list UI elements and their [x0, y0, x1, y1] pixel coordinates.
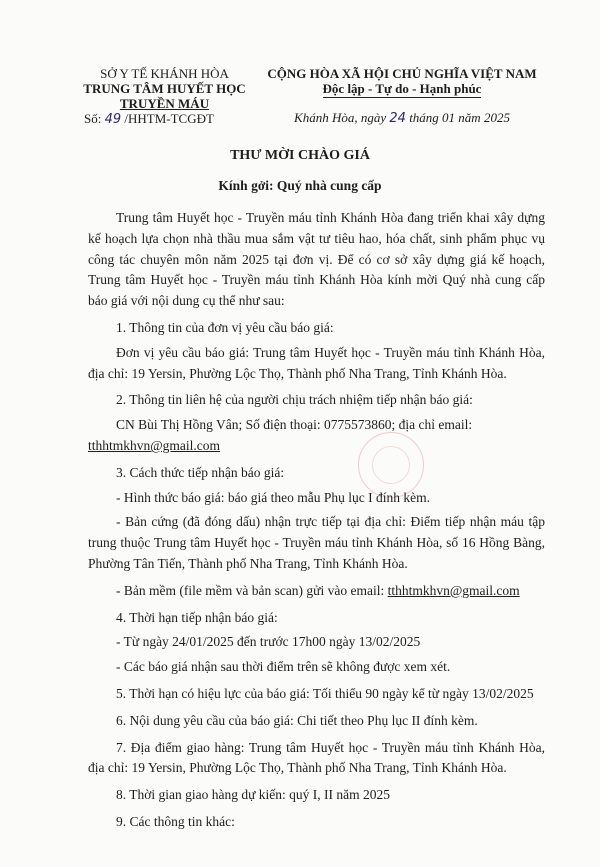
- nation-title: CỘNG HÒA XÃ HỘI CHỦ NGHĨA VIỆT NAM: [267, 66, 537, 81]
- issue-date: [262, 110, 542, 126]
- number-label: Số:: [84, 111, 102, 126]
- softcopy-text: - Bản mềm (file mềm và bản scan) gửi vào email:: [116, 582, 385, 598]
- greeting: Kính gởi: Quý nhà cung cấp: [218, 178, 382, 193]
- section-3-hardcopy: - Bản cứng (đã đóng dấu) nhận trực tiếp tại địa chỉ: Điểm tiếp nhận máu tập trung thuộc Trung tâm Huyết học - Truyền máu tỉnh Khánh Hòa, số 16 Hồng Bàng, Phường Tân Tiến, Thành phố Nha Trang, Tỉnh Khánh Hòa.: [88, 514, 545, 571]
- department-name: SỞ Y TẾ KHÁNH HÒA: [100, 66, 229, 81]
- section-7: 7. Địa điểm giao hàng: Trung tâm Huyết học - Truyền máu tỉnh Khánh Hòa, địa chỉ: 19 Yersin, Phường Lộc Thọ, Thành phố Nha Trang, Tỉnh Khánh Hòa.: [88, 739, 545, 776]
- section-2-body: [88, 415, 545, 436]
- date-suffix: tháng 01 năm 2025: [409, 110, 510, 125]
- section-4-note: - Các báo giá nhận sau thời điểm trên sẽ không được xem xét.: [116, 659, 451, 675]
- section-3-form: - Hình thức báo giá: báo giá theo mẫu Phụ lục I đính kèm.: [116, 489, 431, 505]
- document-title: THƯ MỜI CHÀO GIÁ: [230, 148, 370, 163]
- section-2-heading: 2. Thông tin liên hệ của người chịu trách nhiệm tiếp nhận báo giá:: [116, 392, 473, 408]
- section-9: 9. Các thông tin khác:: [116, 813, 235, 829]
- section-2-email-line: [88, 436, 545, 457]
- contact-email-link[interactable]: tthhtmkhvn@gmail.com: [88, 437, 221, 453]
- section-3-softcopy: [88, 581, 545, 602]
- section-1-heading: 1. Thông tin của đơn vị yêu cầu báo giá:: [116, 319, 334, 335]
- issuer-block: [72, 66, 257, 127]
- section-8: 8. Thời gian giao hàng dự kiến: quý I, II năm 2025: [116, 787, 391, 803]
- intro-paragraph: Trung tâm Huyết học - Truyền máu tỉnh Khánh Hòa đang triển khai xây dựng kế hoạch lựa chọn nhà thầu mua sắm vật tư tiêu hao, hóa chất, sinh phẩm phục vụ công tác chuyên môn năm 2025 tại đơn vị. Để có cơ sở xây dựng giá kế hoạch, Trung tâm Huyết học - Truyền máu tỉnh Khánh Hòa kính mời Quý nhà cung cấp báo giá với nội dung cụ thể như sau:: [88, 210, 545, 309]
- section-5: 5. Thời hạn có hiệu lực của báo giá: Tối thiểu 90 ngày kể từ ngày 13/02/2025: [116, 685, 534, 701]
- center-name-line2: TRUYỀN MÁU: [119, 96, 210, 111]
- section-4-heading: 4. Thời hạn tiếp nhận báo giá:: [116, 609, 278, 625]
- date-day-handwritten: 24: [389, 111, 406, 126]
- contact-text: CN Bùi Thị Hồng Vân; Số điện thoại: 0775573860; địa chỉ email:: [116, 417, 473, 433]
- section-4-period: - Từ ngày 24/01/2025 đến trước 17h00 ngày 13/02/2025: [116, 634, 421, 650]
- number-handwritten: 49: [104, 112, 122, 127]
- date-prefix: Khánh Hòa, ngày: [294, 110, 387, 125]
- section-6: 6. Nội dung yêu cầu của báo giá: Chi tiết theo Phụ lục II đính kèm.: [116, 712, 478, 728]
- document-number: [72, 111, 257, 127]
- softcopy-email-link[interactable]: tthhtmkhvn@gmail.com: [387, 582, 520, 598]
- motto: Độc lập - Tự do - Hạnh phúc: [322, 81, 482, 96]
- section-1-body: Đơn vị yêu cầu báo giá: Trung tâm Huyết học - Truyền máu tỉnh Khánh Hòa, địa chỉ: 19 Yersin, Phường Lộc Thọ, Thành phố Nha Trang, Tỉnh Khánh Hòa.: [88, 344, 545, 381]
- center-name-line1: TRUNG TÂM HUYẾT HỌC: [83, 81, 246, 96]
- section-3-heading: 3. Cách thức tiếp nhận báo giá:: [116, 464, 285, 480]
- number-code: /HHTM-TCGĐT: [124, 111, 214, 126]
- nation-block: [262, 66, 542, 98]
- letter-body: [88, 208, 545, 839]
